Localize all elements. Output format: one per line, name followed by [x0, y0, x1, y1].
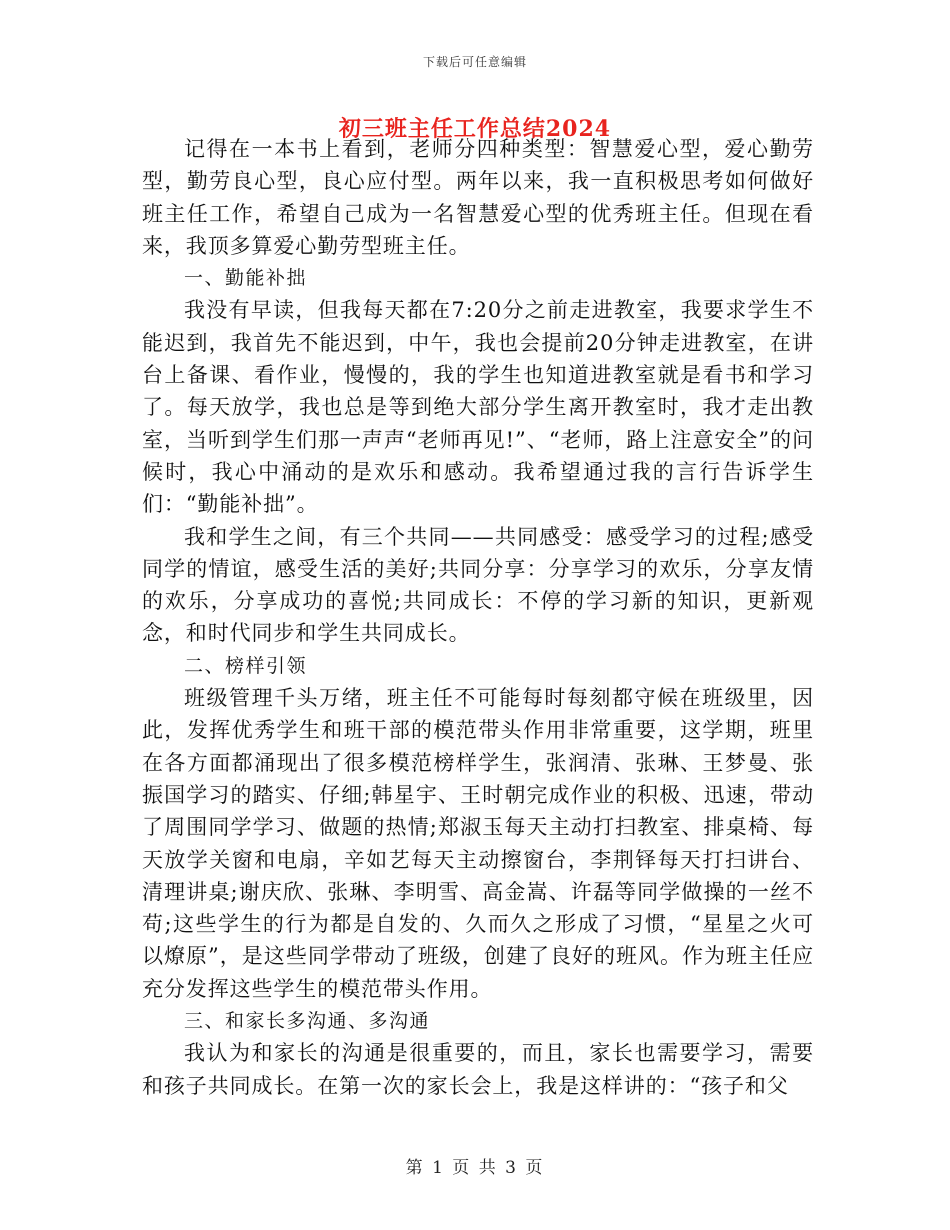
section-heading-3: 三、和家长多沟通、多沟通 — [184, 1010, 431, 1033]
paragraph-intro: 记得在一本书上看到，老师分四种类型：智慧爱心型，爱心勤劳型，勤劳良心型，良心应付型。两年以来，我一直积极思考如何做好班主任工作，希望自己成为一名智慧爱心型的优秀班主任。但现在看来，我顶多算爱心勤劳型班主任。 — [142, 137, 814, 258]
section-heading-1: 一、勤能补拙 — [184, 267, 308, 290]
paragraph-role-models: 班级管理千头万绪，班主任不可能每时每刻都守候在班级里，因此，发挥优秀学生和班干部的模范带头作用非常重要，这学期，班里在各方面都涌现出了很多模范榜样学生，张润清、张琳、王梦曼、张振国学习的踏实、仔细;韩星宇、王时朝完成作业的积极、迅速，带动了周围同学学习、做题的热情;郑淑玉每天主动打扫教室、排桌椅、每天放学关窗和电扇，辛如艺每天主动擦窗台，李荆铎每天打扫讲台、清理讲桌;谢庆欣、张琳、李明雪、高金嵩、许磊等同学做操的一丝不苟;这些学生的行为都是自发的、久而久之形成了习惯，“星星之火可以燎原”，是这些同学带动了班级，创建了良好的班风。作为班主任应充分发挥这些学生的模范带头作用。 — [142, 686, 814, 1001]
paragraph-parents: 我认为和家长的沟通是很重要的，而且，家长也需要学习，需要和孩子共同成长。在第一次的家长会上，我是这样讲的：“孩子和父 — [142, 1041, 814, 1098]
paragraph-diligence: 我没有早读，但我每天都在7:20分之前走进教室，我要求学生不能迟到，我首先不能迟到，中午，我也会提前20分钟走进教室，在讲台上备课、看作业，慢慢的，我的学生也知道进教室就是看书和学习了。每天放学，我也总是等到绝大部分学生离开教室时，我才走出教室，当听到学生们那一声声“老师再见!”、“老师，路上注意安全”的问候时，我心中涌动的是欢乐和感动。我希望通过我的言行告诉学生们：“勤能补拙”。 — [142, 298, 814, 517]
page-footer: 第 1 页 共 3 页 — [405, 1158, 545, 1178]
header-note: 下载后可任意编辑 — [422, 55, 527, 69]
document-title: 初三班主任工作总结2024 — [338, 116, 612, 142]
document-body — [142, 133, 814, 1102]
section-heading-2: 二、榜样引领 — [184, 654, 308, 677]
paragraph-three-commons: 我和学生之间，有三个共同——共同感受：感受学习的过程;感受同学的情谊，感受生活的美好;共同分享：分享学习的欢乐，分享友情的欢乐，分享成功的喜悦;共同成长：不停的学习新的知识，更新观念，和时代同步和学生共同成长。 — [142, 524, 814, 646]
